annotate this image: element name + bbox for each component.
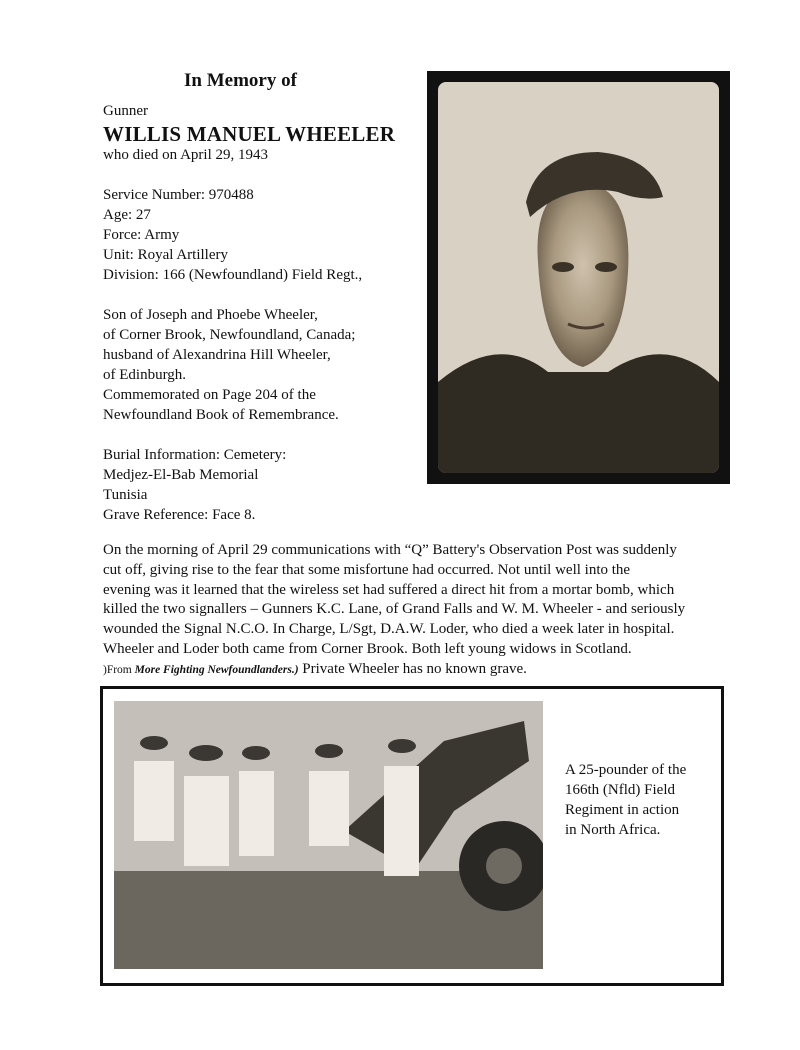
family-line: Son of Joseph and Phoebe Wheeler, [103, 307, 318, 323]
caption-line: Regiment in action [565, 802, 680, 818]
source-prefix: )From [103, 663, 135, 676]
source-line [103, 660, 773, 681]
soldier-name: WILLIS MANUEL WHEELER [103, 122, 396, 146]
caption-line: A 25-pounder of the [565, 762, 687, 778]
caption-line: in North Africa. [565, 822, 661, 838]
age: Age: 27 [103, 207, 151, 223]
portrait-frame [427, 71, 730, 484]
service-number: Service Number: 970488 [103, 187, 254, 203]
memorial-heading: In Memory of [184, 70, 297, 91]
division: Division: 166 (Newfoundland) Field Regt., [103, 267, 363, 283]
death-date: who died on April 29, 1943 [103, 147, 268, 163]
narrative-line: Wheeler and Loder both came from Corner Brook. Both left young widows in Scotland. [103, 640, 632, 657]
unit: Unit: Royal Artillery [103, 247, 228, 263]
caption-line: 166th (Nfld) Field [565, 782, 675, 798]
burial-line: Grave Reference: Face 8. [103, 507, 256, 523]
gun-crew-photo [114, 701, 543, 969]
narrative-line: wounded the Signal N.C.O. In Charge, L/Sgt, D.A.W. Loder, who died a week later in hospital. [103, 621, 675, 638]
burial-line: Burial Information: Cemetery: [103, 447, 287, 463]
soldier-portrait-image [438, 82, 719, 473]
narrative-line: evening was it learned that the wireless set had suffered a direct hit from a mortar bomb, which [103, 581, 675, 598]
burial-line: Tunisia [103, 487, 148, 503]
family-line: husband of Alexandrina Hill Wheeler, [103, 347, 331, 363]
rank: Gunner [103, 103, 148, 119]
narrative-line: cut off, giving rise to the fear that some misfortune had occurred. Not until well into the [103, 561, 631, 578]
burial-line: Medjez-El-Bab Memorial [103, 467, 259, 483]
narrative-line: killed the two signallers – Gunners K.C. Lane, of Grand Falls and W. M. Wheeler - and seriously [103, 601, 686, 618]
portrait-photo [438, 82, 719, 473]
commemoration-line: Newfoundland Book of Remembrance. [103, 407, 339, 423]
family-line: of Corner Brook, Newfoundland, Canada; [103, 327, 356, 343]
commemoration-line: Commemorated on Page 204 of the [103, 387, 316, 403]
photo-caption [565, 760, 715, 840]
narrative-line: On the morning of April 29 communications with “Q” Battery's Observation Post was suddenly [103, 542, 677, 558]
force: Force: Army [103, 227, 180, 243]
field-gun-image [114, 701, 543, 969]
source-title: More Fighting Newfoundlanders.) [134, 663, 299, 676]
narrative [103, 541, 773, 681]
closing-text: Private Wheeler has no known grave. [298, 660, 527, 677]
family-line: of Edinburgh. [103, 367, 187, 383]
